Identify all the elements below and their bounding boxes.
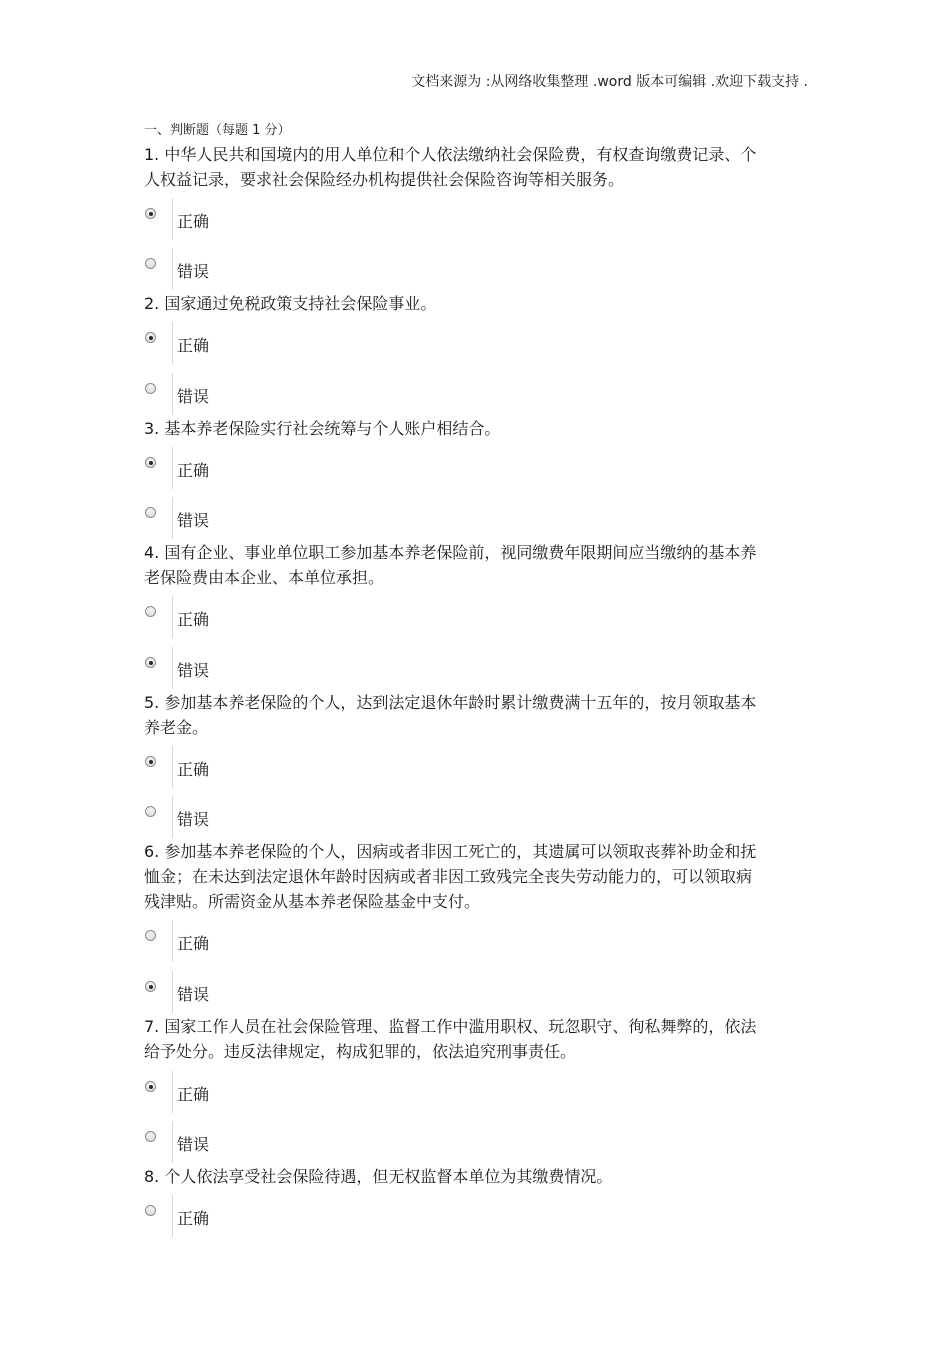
option-label: 错误 [177,985,210,1004]
q6-option-correct[interactable] [144,920,344,964]
option-label: 正确 [177,212,210,231]
q3-option-correct[interactable] [144,447,344,491]
radio-icon[interactable] [145,208,156,219]
q4-option-correct[interactable] [144,596,344,640]
option-label: 正确 [177,934,210,953]
divider [172,971,173,1013]
option-label: 正确 [177,760,210,779]
option-label: 错误 [177,810,210,829]
question-8: 8. 个人依法享受社会保险待遇，但无权监督本单位为其缴费情况。 [144,1167,613,1186]
divider [172,1071,173,1113]
option-label: 正确 [177,336,210,355]
section-title: 一、判断题（每题 1 分） [144,123,291,138]
option-label: 正确 [177,610,210,629]
radio-icon[interactable] [145,1081,156,1092]
question-7: 7. 国家工作人员在社会保险管理、监督工作中滥用职权、玩忽职守、徇私舞弊的，依法给予处分。违反法律规定，构成犯罪的，依法追究刑事责任。 [144,1017,757,1061]
option-label: 错误 [177,387,210,406]
divider [172,920,173,962]
radio-icon[interactable] [145,457,156,468]
question-2: 2. 国家通过免税政策支持社会保险事业。 [144,294,437,313]
radio-icon[interactable] [145,1205,156,1216]
divider [172,497,173,539]
q2-option-correct[interactable] [144,322,344,366]
divider [172,373,173,415]
radio-icon[interactable] [145,806,156,817]
q6-option-wrong[interactable] [144,971,344,1015]
radio-icon[interactable] [145,507,156,518]
option-label: 错误 [177,511,210,530]
option-label: 正确 [177,1209,210,1228]
q2-option-wrong[interactable] [144,373,344,417]
question-1: 1. 中华人民共和国境内的用人单位和个人依法缴纳社会保险费，有权查询缴费记录、个人权益记录，要求社会保险经办机构提供社会保险咨询等相关服务。 [144,145,757,189]
radio-icon[interactable] [145,1131,156,1142]
q5-option-correct[interactable] [144,746,344,790]
radio-icon[interactable] [145,332,156,343]
radio-icon[interactable] [145,383,156,394]
divider [172,198,173,240]
radio-icon[interactable] [145,756,156,767]
q5-option-wrong[interactable] [144,796,344,840]
divider [172,746,173,788]
q7-option-correct[interactable] [144,1071,344,1115]
question-3: 3. 基本养老保险实行社会统筹与个人账户相结合。 [144,419,501,438]
option-label: 错误 [177,1135,210,1154]
radio-icon[interactable] [145,606,156,617]
question-5: 5. 参加基本养老保险的个人，达到法定退休年龄时累计缴费满十五年的，按月领取基本养老金。 [144,693,757,737]
q7-option-wrong[interactable] [144,1121,344,1165]
divider [172,596,173,638]
option-label: 错误 [177,262,210,281]
divider [172,447,173,489]
option-label: 错误 [177,661,210,680]
radio-icon[interactable] [145,981,156,992]
divider [172,796,173,838]
divider [172,647,173,689]
question-4: 4. 国有企业、事业单位职工参加基本养老保险前，视同缴费年限期间应当缴纳的基本养老保险费由本企业、本单位承担。 [144,543,757,587]
divider [172,322,173,364]
question-6: 6. 参加基本养老保险的个人，因病或者非因工死亡的，其遗属可以领取丧葬补助金和抚恤金；在未达到法定退休年龄时因病或者非因工致残完全丧失劳动能力的，可以领取病残津贴。所需资金从基本养老保险基金中支付。 [144,842,757,911]
page-header: 文档来源为 :从网络收集整理 .word 版本可编辑 .欢迎下载支持 . [411,74,808,90]
q4-option-wrong[interactable] [144,647,344,691]
divider [172,1121,173,1163]
q1-option-wrong[interactable] [144,248,344,292]
divider [172,1195,173,1237]
radio-icon[interactable] [145,657,156,668]
q3-option-wrong[interactable] [144,497,344,541]
option-label: 正确 [177,461,210,480]
q1-option-correct[interactable] [144,198,344,242]
q8-option-correct[interactable] [144,1195,344,1239]
radio-icon[interactable] [145,258,156,269]
divider [172,248,173,290]
option-label: 正确 [177,1085,210,1104]
radio-icon[interactable] [145,930,156,941]
